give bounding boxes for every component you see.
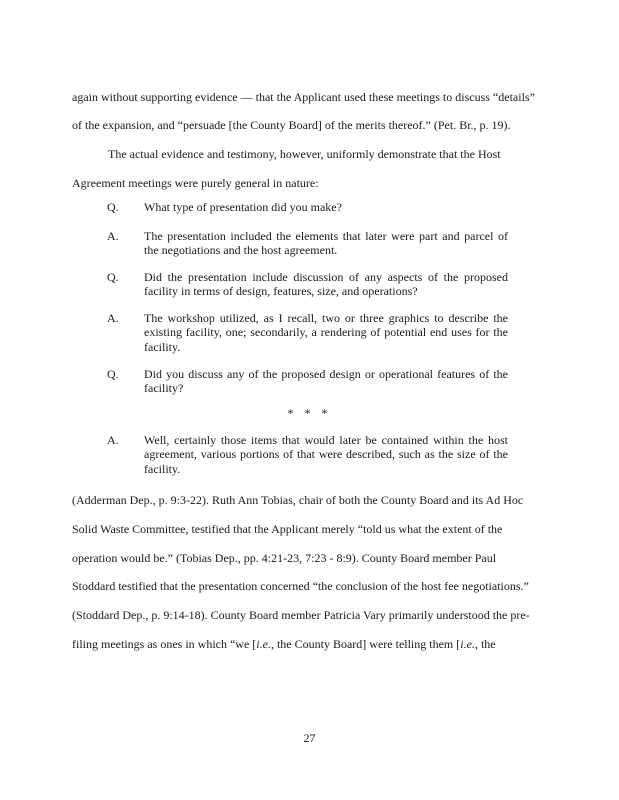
ellipsis-stars: * * * [287, 406, 332, 420]
body-line-9: (Stoddard Dep., p. 9:14-18). County Board member Patricia Vary primarily understood the pre- [72, 608, 530, 622]
answer-label: A. [107, 433, 119, 447]
answer-text: The workshop utilized, as I recall, two or three graphics to describe the existing facility, one; secondarily, a rendering of potential end uses for the facility. [144, 311, 508, 354]
question-text: Did the presentation include discussion of any aspects of the proposed facility in terms of design, features, size, and operations? [144, 270, 508, 299]
body-line-8: Stoddard testified that the presentation concerned “the conclusion of the host fee negotiations.” [72, 579, 529, 593]
body-line-3: The actual evidence and testimony, however, uniformly demonstrate that the Host [108, 147, 501, 161]
body-line-7: operation would be.” (Tobias Dep., pp. 4:21-23, 7:23 - 8:9). County Board member Paul [72, 551, 497, 565]
answer-text: The presentation included the elements that later were part and parcel of the negotiations and the host agreement. [144, 229, 508, 258]
page-number: 27 [303, 731, 316, 745]
body-line-4: Agreement meetings were purely general in nature: [72, 176, 319, 190]
body-line-2: of the expansion, and “persuade [the County Board] of the merits thereof.” (Pet. Br., p. 19). [72, 118, 511, 132]
body-line-10 [72, 630, 548, 659]
ie-abbrev-1: i.e. [256, 637, 271, 651]
question-text: What type of presentation did you make? [144, 200, 342, 214]
question-label: Q. [107, 367, 119, 381]
body-line-5: (Adderman Dep., p. 9:3-22). Ruth Ann Tobias, chair of both the County Board and its Ad Hoc [72, 493, 524, 507]
answer-label: A. [107, 311, 119, 325]
answer-label: A. [107, 229, 119, 243]
body-line-10-part-2: , the County Board] were telling them [ [270, 637, 461, 651]
body-line-10-part-3: , the [474, 637, 496, 651]
question-label: Q. [107, 270, 119, 284]
question-label: Q. [107, 200, 119, 214]
question-text: Did you discuss any of the proposed design or operational features of the facility? [144, 367, 508, 396]
body-line-6: Solid Waste Committee, testified that the Applicant merely “told us what the extent of the [72, 522, 503, 536]
body-line-1: again without supporting evidence — that the Applicant used these meetings to discuss “details” [72, 90, 535, 104]
answer-text: Well, certainly those items that would later be contained within the host agreement, various portions of that were described, such as the size of the facility. [144, 433, 508, 476]
body-line-10-part-1: filing meetings as ones in which “we [ [72, 637, 257, 651]
ie-abbrev-2: i.e. [460, 637, 475, 651]
